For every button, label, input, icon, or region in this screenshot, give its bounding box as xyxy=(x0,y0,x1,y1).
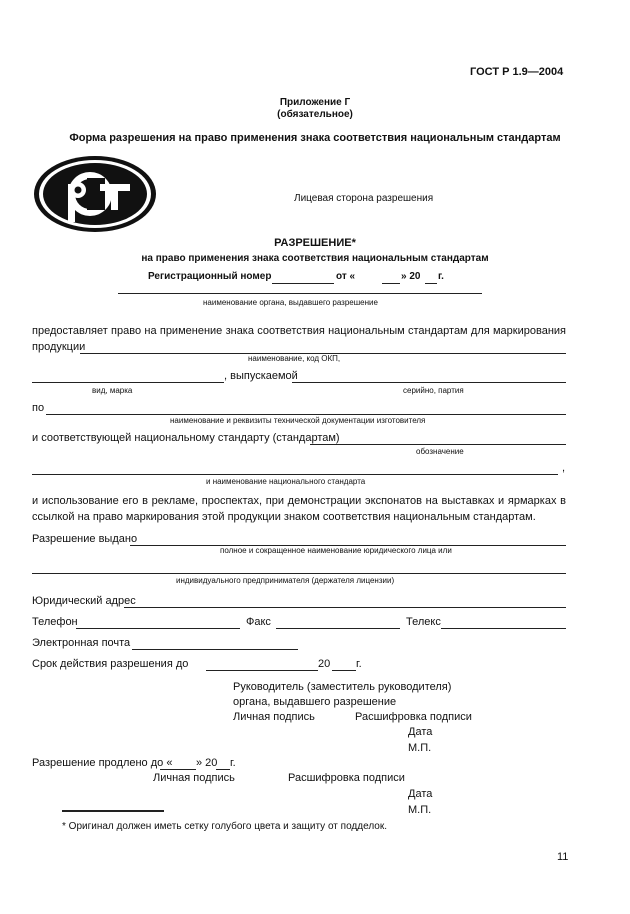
validity-year-field[interactable] xyxy=(332,670,356,671)
reg-number-field[interactable] xyxy=(272,283,334,284)
tech-docs-caption: наименование и реквизиты технической документации изготовителя xyxy=(170,416,426,425)
signature-head: Руководитель (заместитель руководителя) xyxy=(233,681,452,693)
standard-number: ГОСТ Р 1.9—2004 xyxy=(470,66,564,78)
footnote: * Оригинал должен иметь сетку голубого цвета и защиту от подделок. xyxy=(62,821,387,832)
fax-field[interactable] xyxy=(276,628,400,629)
page-number: 11 xyxy=(557,851,569,863)
kind-field[interactable] xyxy=(32,382,224,383)
advert-end: ссылкой на право маркирования этой продукции знаком соответствия национальным стандартам. xyxy=(32,511,536,523)
appendix-status: (обязательное) xyxy=(277,109,353,120)
produced-label: , выпускаемой xyxy=(224,370,298,382)
permit-subtitle: на право применения знака соответствия национальным стандартам xyxy=(141,253,489,264)
email-label: Электронная почта xyxy=(32,637,131,649)
footnote-divider xyxy=(62,810,164,812)
tech-docs-field[interactable] xyxy=(46,414,566,415)
side-label: Лицевая сторона разрешения xyxy=(294,193,434,204)
extension-date: Дата xyxy=(408,788,433,800)
comma: , xyxy=(562,462,566,474)
appendix-title: Приложение Г xyxy=(279,97,351,108)
reg-year-end: г. xyxy=(438,271,444,282)
extension-year-prefix: » 20 xyxy=(196,757,218,769)
reg-number-label: Регистрационный номер xyxy=(148,271,272,282)
rst-conformity-mark-icon xyxy=(32,154,158,234)
telex-field[interactable] xyxy=(441,628,566,629)
advert-line: и использование его в рекламе, проспектах, при демонстрации экспонатов на выставках и ярмарках в xyxy=(32,495,566,507)
issued-to-label: Разрешение выдано xyxy=(32,533,138,545)
form-title: Форма разрешения на право применения знака соответствия национальным стандартам xyxy=(69,132,561,144)
entrepreneur-field[interactable] xyxy=(32,573,566,574)
signature-personal: Личная подпись xyxy=(233,711,315,723)
validity-label: Срок действия разрешения до xyxy=(32,658,189,670)
legal-address-field[interactable] xyxy=(124,607,566,608)
entity-full-caption: полное и сокращенное наименование юридического лица или xyxy=(220,546,452,555)
permit-title: РАЗРЕШЕНИЕ* xyxy=(274,237,356,249)
series-field[interactable] xyxy=(292,382,566,383)
series-caption: серийно, партия xyxy=(403,386,464,395)
signature-stamp: М.П. xyxy=(408,742,432,754)
standard-name-caption: и наименование национального стандарта xyxy=(206,477,366,486)
signature-organ: органа, выдавшего разрешение xyxy=(233,696,397,708)
kind-caption: вид, марка xyxy=(92,386,133,395)
reg-year-label: » 20 xyxy=(401,271,421,282)
signature-date: Дата xyxy=(408,726,433,738)
reg-year-field[interactable] xyxy=(425,283,437,284)
email-field[interactable] xyxy=(132,649,298,650)
product-name-caption: наименование, код ОКП, xyxy=(248,354,341,363)
designation-field[interactable] xyxy=(310,444,566,445)
reg-from-label: от « xyxy=(336,271,356,282)
extension-date-field[interactable] xyxy=(160,769,196,770)
extension-year-field[interactable] xyxy=(216,769,230,770)
validity-date-field[interactable] xyxy=(206,670,318,671)
extension-personal: Личная подпись xyxy=(153,772,235,784)
standard-name-field[interactable] xyxy=(32,474,558,475)
entrepreneur-caption: индивидуального предпринимателя (держателя лицензии) xyxy=(176,576,395,585)
by-label: по xyxy=(32,402,45,414)
designation-caption: обозначение xyxy=(416,447,464,456)
conforming-label: и соответствующей национальному стандарту (стандартам) xyxy=(32,432,340,444)
legal-address-label: Юридический адрес xyxy=(32,595,136,607)
validity-year-prefix: 20 xyxy=(318,658,331,670)
extension-decoding: Расшифровка подписи xyxy=(288,772,405,784)
reg-day-field[interactable] xyxy=(382,283,400,284)
extension-label: Разрешение продлено до « xyxy=(32,757,173,769)
extension-stamp: М.П. xyxy=(408,804,432,816)
validity-year-suffix: г. xyxy=(356,658,362,670)
products-label: продукции xyxy=(32,341,86,353)
phone-field[interactable] xyxy=(76,628,240,629)
grant-line: предоставляет право на применение знака соответствия национальным стандартам для маркирования xyxy=(32,325,566,337)
issuer-body-field[interactable] xyxy=(118,293,482,294)
issuer-body-caption: наименование органа, выдавшего разрешение xyxy=(203,298,378,307)
signature-decoding: Расшифровка подписи xyxy=(355,711,472,723)
phone-label: Телефон xyxy=(32,616,78,628)
fax-label: Факс xyxy=(246,616,271,628)
extension-year-suffix: г. xyxy=(230,757,236,769)
telex-label: Телекс xyxy=(406,616,441,628)
